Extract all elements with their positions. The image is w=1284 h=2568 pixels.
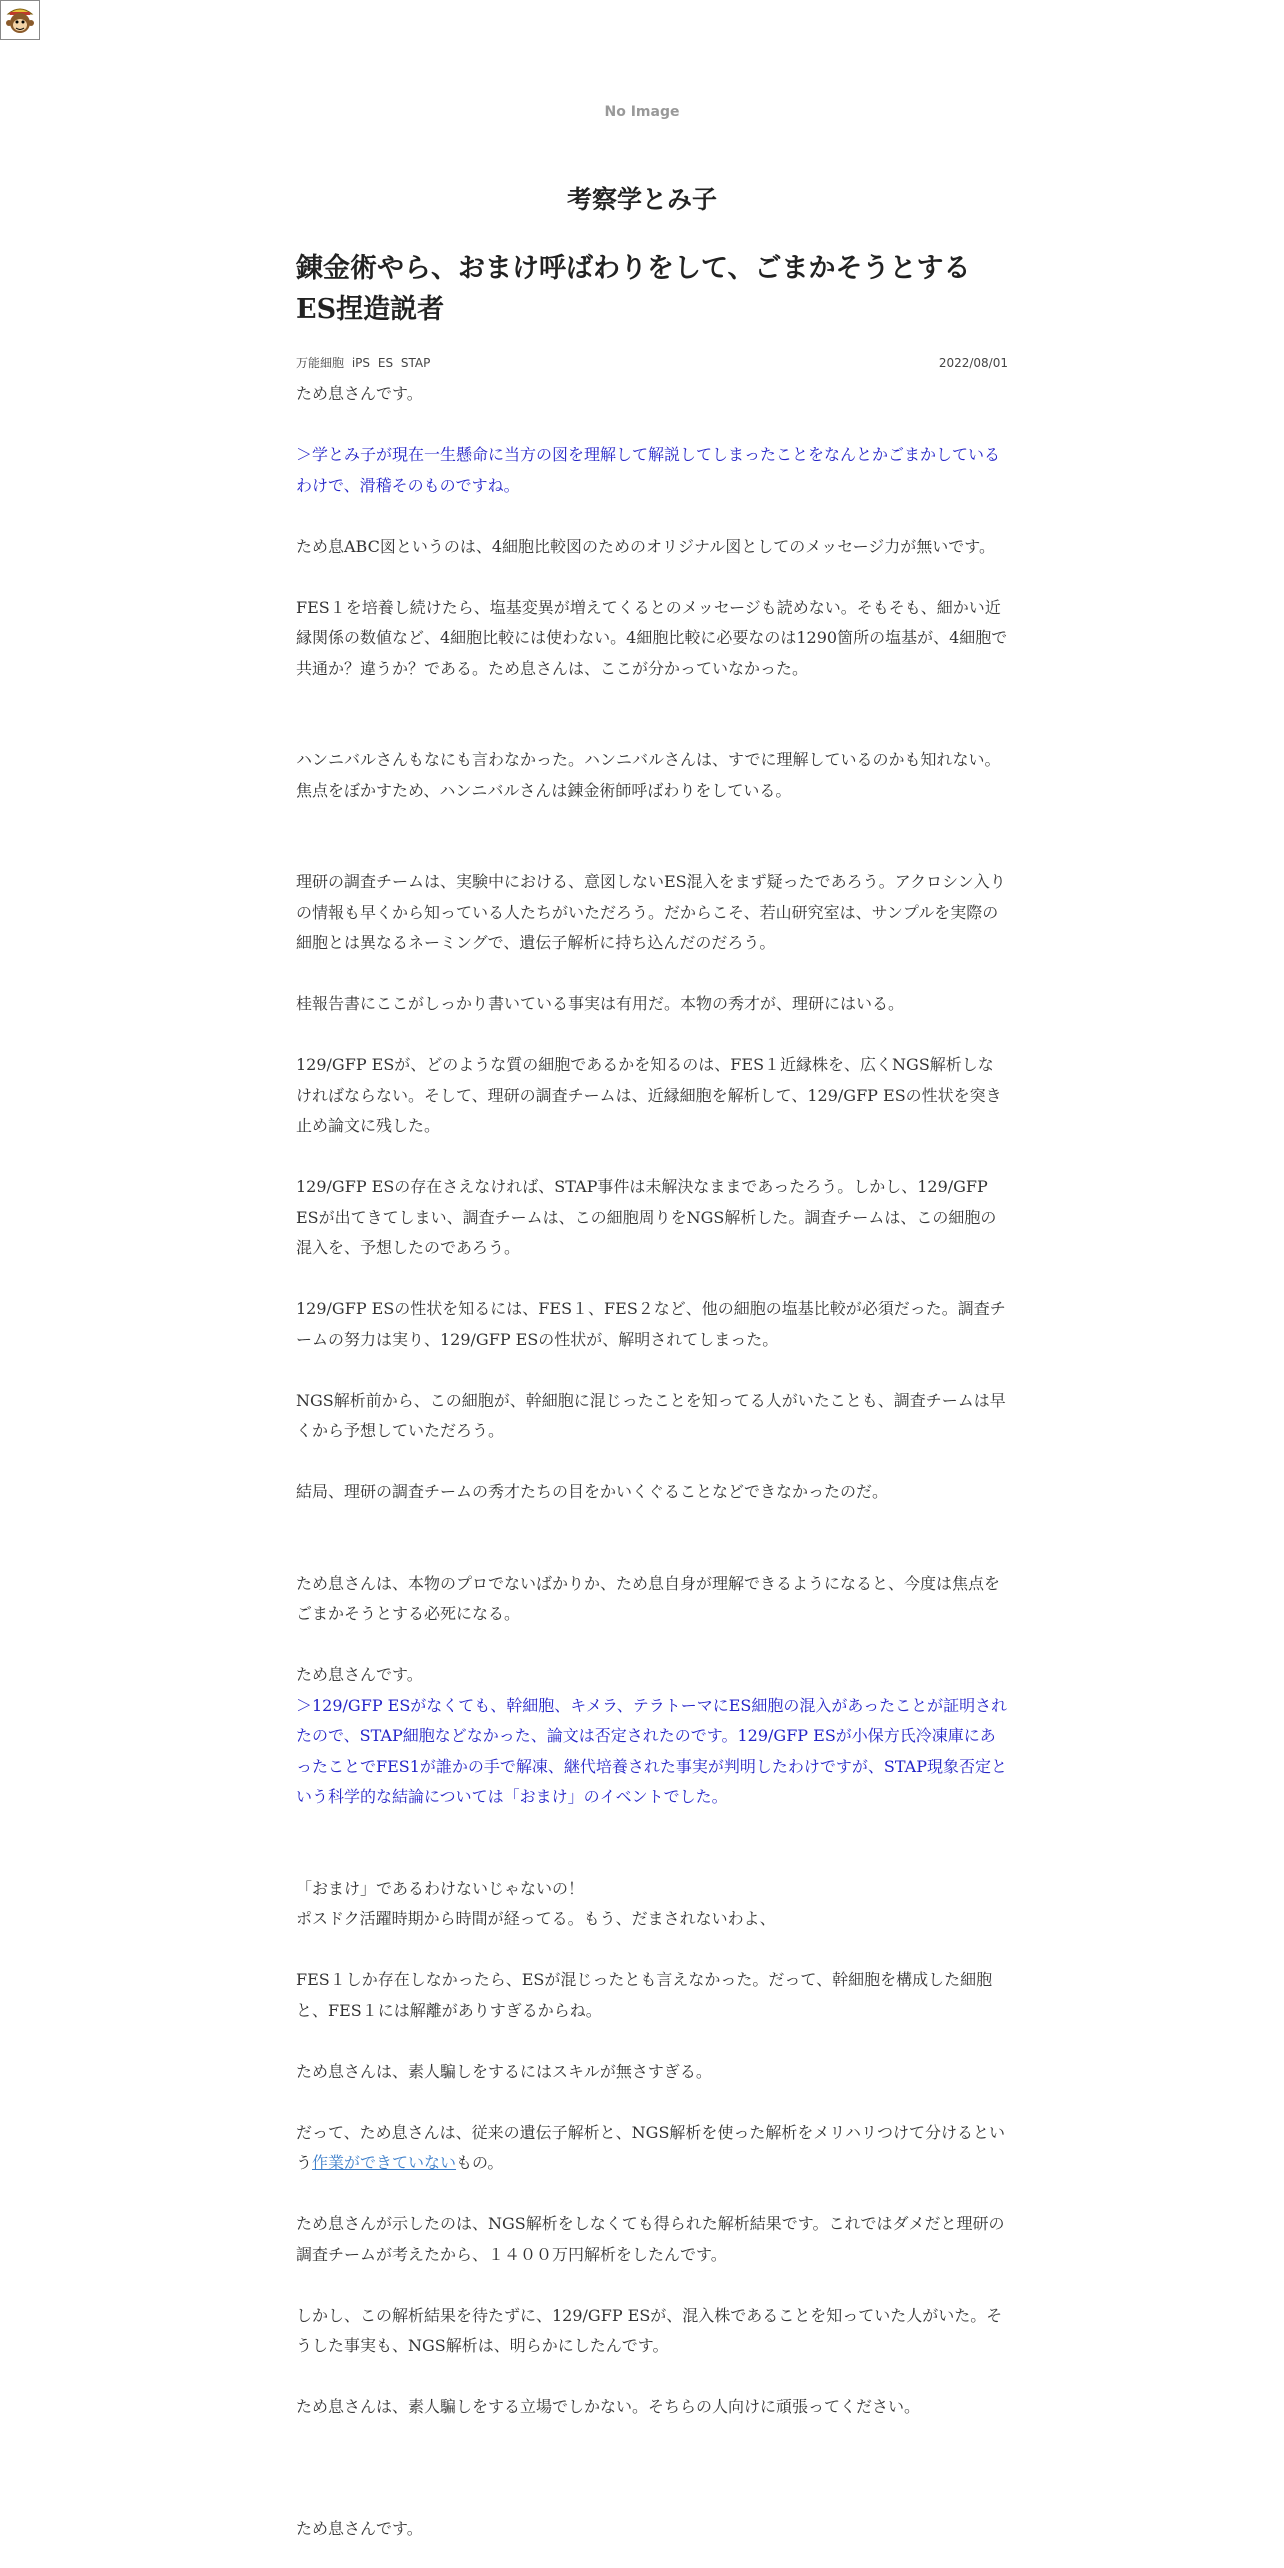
paragraph: NGS解析前から、この細胞が、幹細胞に混じったことを知ってる人がいたことも、調査チームは早くから予想していただろう。 [296, 1390, 1006, 1440]
paragraph: ため息さんです。 [296, 384, 423, 403]
paragraph: ため息さんは、本物のプロでないばかりか、ため息自身が理解できるようになると、今度は焦点をごまかそうとする必死になる。 [296, 1573, 1001, 1623]
paragraph-text: もの。 [456, 2153, 504, 2172]
paragraph: ハンニバルさんもなにも言わなかった。ハンニバルさんは、すでに理解しているのかも知れない。焦点をぼかすため、ハンニバルさんは錬金術師呼ばわりをしている。 [296, 750, 1001, 800]
paragraph: ため息さんは、素人騙しをする立場でしかない。そちらの人向けに頑張ってください。 [296, 2397, 921, 2416]
paragraph [296, 2118, 1008, 2179]
inline-link[interactable]: 作業ができていない [312, 2153, 457, 2172]
paragraph: 理研の調査チームは、実験中における、意図しないES混入をまず疑ったであろう。アクロシン入りの情報も早くから知っている人たちがいただろう。だからこそ、若山研究室は、サンプルを実際の細胞とは異なるネーミングで、遺伝子解析に持ち込んだのだろう。 [296, 872, 1006, 952]
paragraph: ため息さんです。 [296, 1665, 423, 1684]
paragraph: 「おまけ」であるわけないじゃないの！ [296, 1878, 585, 1898]
paragraph: 129/GFP ESが、どのような質の細胞であるかを知るのは、FES１近縁株を、広くNGS解析しなければならない。そして、理研の調査チームは、近縁細胞を解析して、129/GFP ESの性状を突き止め論文に残した。 [296, 1055, 1002, 1135]
post-body [296, 379, 1008, 2545]
post-title[interactable]: 錬金術やら、おまけ呼ばわりをして、ごまかそうとするES捏造説者 [296, 253, 971, 325]
paragraph: ポスドク活躍時期から時間が経ってる。もう、だまされないわよ、 [296, 1909, 776, 1928]
tag-list [296, 354, 434, 371]
paragraph: 129/GFP ESの存在さえなければ、STAP事件は未解決なままであったろう。しかし、129/GFP ESが出てきてしまい、調査チームは、この細胞周りをNGS解析した。調査チームは、この細胞の混入を、予想したのであろう。 [296, 1177, 997, 1257]
tag-link[interactable]: STAP [400, 356, 431, 370]
post-meta [296, 354, 1008, 371]
paragraph: FES１しか存在しなかったら、ESが混じったとも言えなかった。だって、幹細胞を構成した細胞と、FES１には解離がありすぎるからね。 [296, 1970, 993, 2020]
post-date: 2022/08/01 [938, 355, 1008, 370]
no-image-placeholder: No Image [604, 104, 680, 120]
blog-title[interactable]: 考察学とみ子 [566, 185, 717, 214]
quote-paragraph: ＞129/GFP ESがなくても、幹細胞、キメラ、テラトーマにES細胞の混入があったことが証明されたので、STAP細胞などなかった、論文は否定されたのです。129/GFP ESが小保方氏冷凍庫にあったことでFES1が誰かの手で解凍、継代培養された事実が判明したわけですが、STAP現象否定という科学的な結論については「おまけ」のイベントでした。 [296, 1695, 1008, 1806]
monkey-face-icon [2, 2, 38, 38]
avatar[interactable] [0, 0, 40, 40]
paragraph: ため息さんです。 [296, 2519, 423, 2538]
paragraph: ため息さんが示したのは、NGS解析をしなくても得られた解析結果です。これではダメだと理研の調査チームが考えたから、１４００万円解析をしたんです。 [296, 2214, 1005, 2264]
paragraph: 結局、理研の調査チームの秀才たちの目をかいくぐることなどできなかったのだ。 [296, 1482, 889, 1501]
paragraph: ため息さんは、素人騙しをするにはスキルが無さすぎる。 [296, 2061, 712, 2081]
paragraph: しかし、この解析結果を待たずに、129/GFP ESが、混入株であることを知っていた人がいた。そうした事実も、NGS解析は、明らかにしたんです。 [296, 2305, 1003, 2355]
article [296, 248, 1008, 2545]
paragraph: ため息ABC図というのは、4細胞比較図のためのオリジナル図としてのメッセージ力が無いです。 [296, 536, 995, 556]
tag-link[interactable]: ES [377, 356, 394, 370]
paragraph: FES１を培養し続けたら、塩基変異が増えてくるとのメッセージも読めない。そもそも、細かい近縁関係の数値など、4細胞比較には使わない。4細胞比較に必要なのは1290箇所の塩基が、4細胞で共通か？違うか？である。ため息さんは、ここが分かっていなかった。 [296, 597, 1008, 678]
tag-link[interactable]: 万能細胞 [296, 356, 345, 370]
quote-paragraph: ＞学とみ子が現在一生懸命に当方の図を理解して解説してしまったことをなんとかごまかしているわけで、滑稽そのものですね。 [296, 445, 1001, 495]
paragraph: 129/GFP ESの性状を知るには、FES１、FES２など、他の細胞の塩基比較が必須だった。調査チームの努力は実り、129/GFP ESの性状が、解明されてしまった。 [296, 1299, 1006, 1349]
paragraph-text: だって、ため息さんは、従来の遺伝子解析と、NGS解析を使った解析をメリハリつけて分けるという [296, 2122, 1005, 2172]
tag-link[interactable]: iPS [351, 356, 371, 370]
paragraph: 桂報告書にここがしっかり書いている事実は有用だ。本物の秀才が、理研にはいる。 [296, 994, 905, 1013]
